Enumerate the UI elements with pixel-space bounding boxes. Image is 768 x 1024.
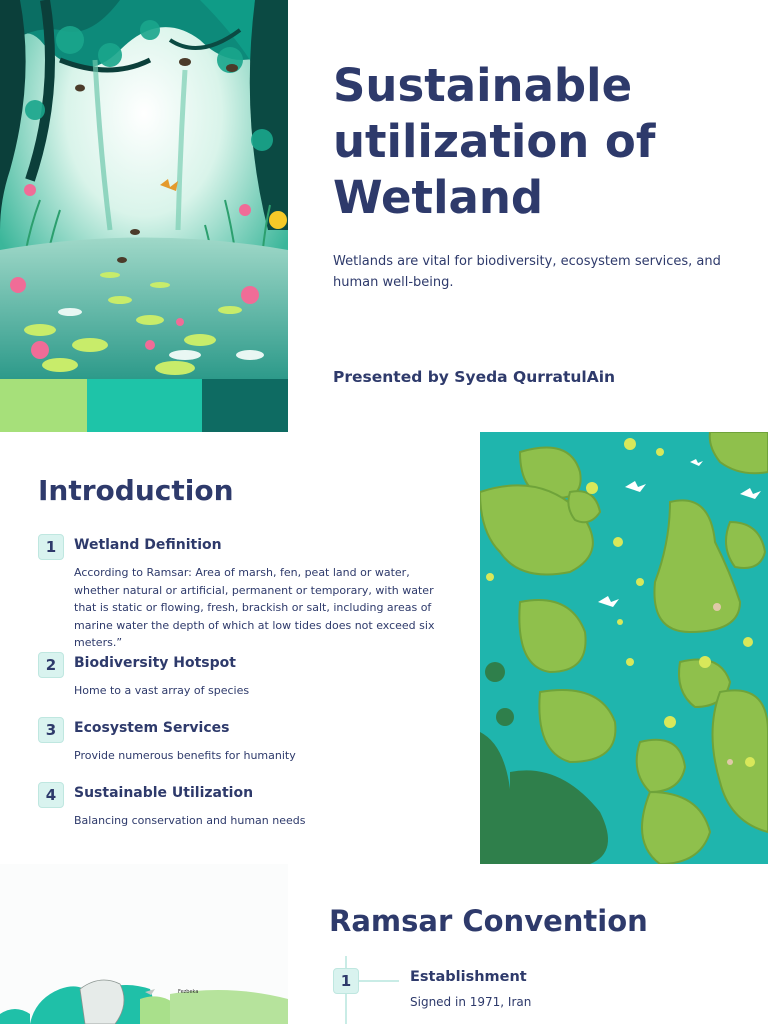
page-title: Sustainable utilization of Wetland	[333, 59, 656, 224]
item-description: Home to a vast array of species	[74, 684, 250, 697]
item-description: Provide numerous benefits for humanity	[74, 749, 296, 762]
introduction-slide	[0, 432, 768, 864]
intro-item-biodiversity-hotspot	[38, 652, 438, 702]
color-swatch-strip	[0, 379, 288, 432]
map-label: Fezbeka	[178, 989, 199, 995]
item-title: Wetland Definition	[74, 537, 222, 553]
item-description: Signed in 1971, Iran	[410, 995, 532, 1009]
section-heading: Introduction	[38, 474, 234, 507]
ramsar-slide	[0, 864, 768, 1024]
item-title: Establishment	[410, 969, 527, 985]
number-badge: 1	[333, 968, 359, 994]
number-badge: 4	[38, 782, 64, 808]
aerial-wetland-illustration	[480, 432, 768, 864]
number-badge: 3	[38, 717, 64, 743]
timeline-connector	[359, 980, 399, 982]
swatch-teal	[87, 379, 202, 432]
item-title: Sustainable Utilization	[74, 785, 254, 801]
section-heading: Ramsar Convention	[329, 904, 648, 938]
wetland-forest-illustration	[0, 0, 288, 379]
intro-item-sustainable-utilization	[38, 782, 438, 832]
intro-item-wetland-definition	[38, 534, 438, 649]
presenter-line: Presented by Syeda QurratulAin	[333, 368, 616, 386]
item-title: Biodiversity Hotspot	[74, 655, 236, 671]
swatch-dark-teal	[202, 379, 288, 432]
swatch-light-green	[0, 379, 87, 432]
number-badge: 1	[38, 534, 64, 560]
item-title: Ecosystem Services	[74, 720, 230, 736]
item-description: Balancing conservation and human needs	[74, 814, 306, 827]
subtitle: Wetlands are vital for biodiversity, ecosystem services, and human well-being.	[333, 254, 721, 290]
number-badge: 2	[38, 652, 64, 678]
title-slide	[0, 0, 768, 432]
item-description: According to Ramsar: Area of marsh, fen, peat land or water, whether natural or artificial, permanent or temporary, with water that is static or flowing, fresh, brackish or salt, including areas of marine water the depth of which at low tides does not exceed six meters.”	[74, 566, 435, 649]
world-map-illustration	[0, 864, 288, 1024]
intro-item-ecosystem-services	[38, 717, 438, 767]
